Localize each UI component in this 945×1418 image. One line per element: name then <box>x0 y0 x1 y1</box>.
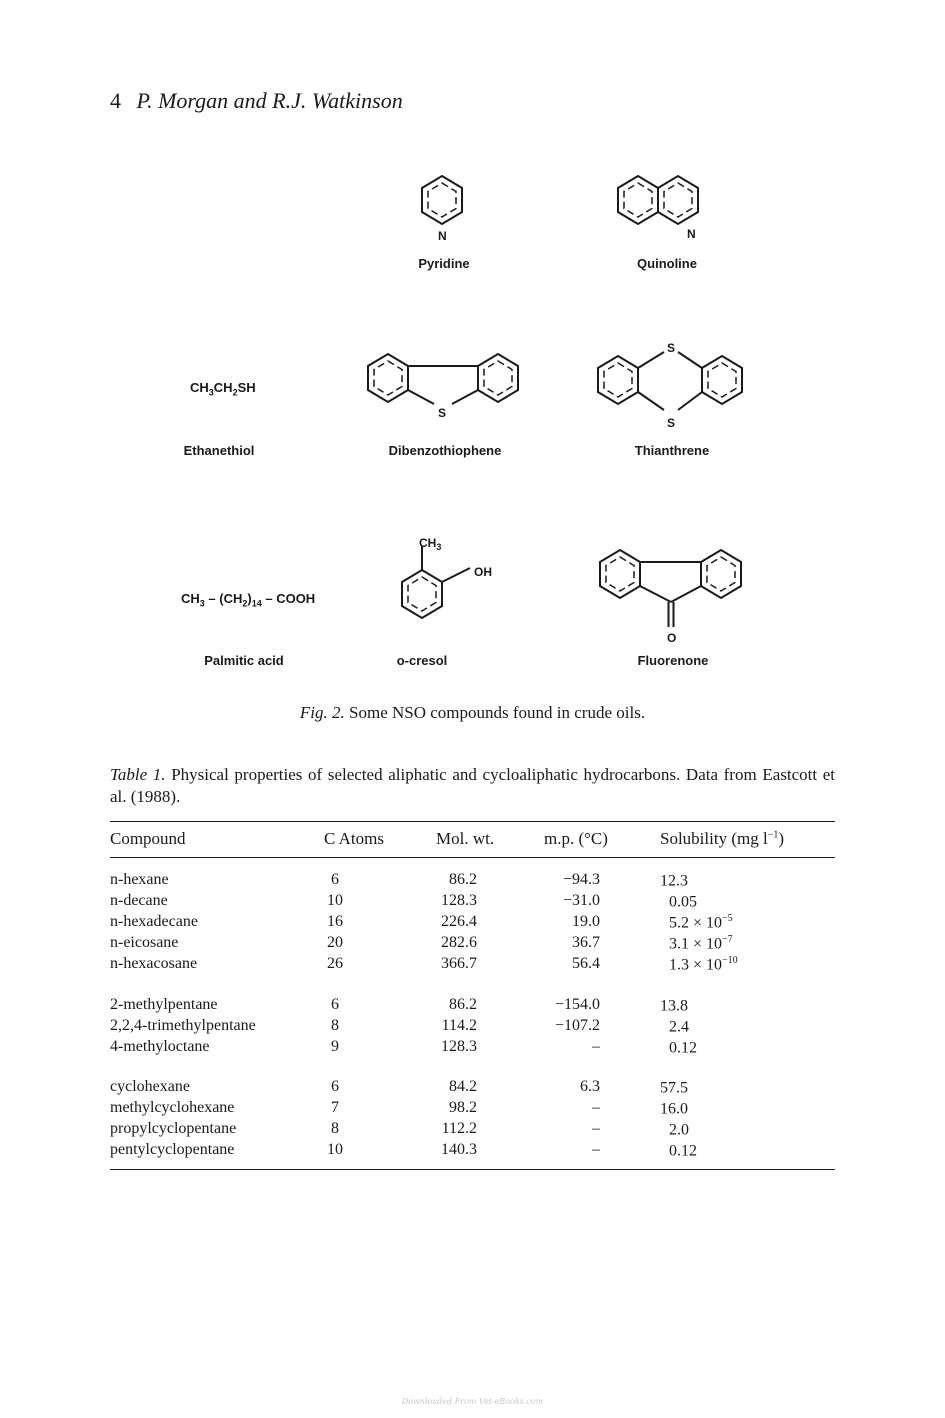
table-row <box>110 913 835 934</box>
download-watermark: Downloaded From Vet-eBooks.com <box>401 1397 544 1406</box>
thianthrene-s-bottom-atom: S <box>667 416 676 430</box>
solubility-cell: $1.3 \times 10^{-10}$ <box>669 955 738 974</box>
table-header-rule <box>110 857 835 858</box>
thianthrene-s-top-atom: S <box>667 341 676 355</box>
figure-caption-label: Fig. 2. <box>299 703 345 722</box>
dibenzothiophene-structure <box>352 346 537 426</box>
solubility-cell: 0.12 <box>669 1039 697 1057</box>
ocresol-hydroxyl: OH <box>474 565 492 579</box>
compound-cell: cyclohexane <box>110 1078 190 1095</box>
ocresol-label: o-cresol <box>396 653 448 668</box>
figure-caption <box>0 703 945 723</box>
table-caption-label: Table 1. <box>110 765 166 784</box>
header-mol-wt: Mol. wt. <box>436 829 495 848</box>
melting-point-cell: – <box>592 1038 600 1055</box>
table-bottom-rule <box>110 1169 835 1170</box>
table-row <box>110 1099 835 1120</box>
melting-point-cell: −107.2 <box>554 1017 600 1034</box>
ocresol-methyl: $CH_3$ <box>419 536 442 552</box>
solubility-cell: 57.5 <box>660 1079 688 1097</box>
palmitic-acid-label: Palmitic acid <box>204 653 284 668</box>
melting-point-cell: 6.3 <box>580 1078 600 1095</box>
pyridine-structure <box>405 168 485 248</box>
table-row <box>110 955 835 976</box>
compound-cell: n-hexane <box>110 871 169 888</box>
compound-cell: 2-methylpentane <box>110 996 218 1013</box>
table-row <box>110 1038 835 1059</box>
dibenzothiophene-s-atom: S <box>438 406 447 420</box>
solubility-cell: $3.1 \times 10^{-7}$ <box>669 934 733 953</box>
mol-wt-cell: 86.2 <box>449 871 477 888</box>
compound-cell: methylcyclohexane <box>110 1099 235 1116</box>
palmitic-acid-formula: $CH_3 - (CH_2)_{14}$ – COOH <box>181 591 316 609</box>
fluorenone-structure <box>587 542 762 647</box>
fluorenone-label: Fluorenone <box>637 653 709 668</box>
table-row <box>110 1141 835 1162</box>
melting-point-cell: −94.3 <box>562 871 600 888</box>
melting-point-cell: 56.4 <box>572 955 600 972</box>
header-compound: Compound <box>110 829 186 848</box>
c-atoms-cell: 10 <box>327 892 343 909</box>
thianthrene-structure <box>588 338 763 438</box>
mol-wt-cell: 86.2 <box>449 996 477 1013</box>
pyridine-n-atom: N <box>438 229 447 243</box>
mol-wt-cell: 366.7 <box>441 955 477 972</box>
mol-wt-cell: 84.2 <box>449 1078 477 1095</box>
table-top-rule <box>110 821 835 822</box>
solubility-cell: 2.4 <box>669 1018 689 1036</box>
table-row <box>110 1120 835 1141</box>
dibenzothiophene-label: Dibenzothiophene <box>388 443 502 458</box>
c-atoms-cell: 9 <box>331 1038 339 1055</box>
table-header-row <box>110 829 835 850</box>
melting-point-cell: – <box>592 1141 600 1158</box>
mol-wt-cell: 98.2 <box>449 1099 477 1116</box>
mol-wt-cell: 282.6 <box>441 934 477 951</box>
mol-wt-cell: 114.2 <box>441 1017 477 1034</box>
table-row <box>110 1078 835 1099</box>
table-row <box>110 871 835 892</box>
solubility-cell: 12.3 <box>660 872 688 890</box>
quinoline-structure <box>602 168 732 248</box>
table-row <box>110 892 835 913</box>
quinoline-label: Quinoline <box>637 256 697 271</box>
running-header <box>110 88 403 114</box>
mol-wt-cell: 226.4 <box>441 913 477 930</box>
c-atoms-cell: 6 <box>331 996 339 1013</box>
thianthrene-label: Thianthrene <box>634 443 710 458</box>
melting-point-cell: – <box>592 1120 600 1137</box>
page-number: 4 <box>110 88 121 113</box>
c-atoms-cell: 10 <box>327 1141 343 1158</box>
pyridine-label: Pyridine <box>418 256 470 271</box>
ethanethiol-label: Ethanethiol <box>183 443 255 458</box>
mol-wt-cell: 140.3 <box>441 1141 477 1158</box>
compound-cell: n-decane <box>110 892 168 909</box>
melting-point-cell: – <box>592 1099 600 1116</box>
table-row <box>110 934 835 955</box>
compound-cell: 4-methyloctane <box>110 1038 210 1055</box>
quinoline-n-atom: N <box>687 227 696 241</box>
compound-cell: n-hexadecane <box>110 913 198 930</box>
c-atoms-cell: 20 <box>327 934 343 951</box>
solubility-cell: 0.12 <box>669 1142 697 1160</box>
compound-cell: propylcyclopentane <box>110 1120 237 1137</box>
header-melting-point: m.p. (°C) <box>544 829 608 848</box>
compound-cell: 2,2,4-trimethylpentane <box>110 1017 256 1034</box>
mol-wt-cell: 128.3 <box>441 892 477 909</box>
compound-cell: n-eicosane <box>110 934 179 951</box>
c-atoms-cell: 16 <box>327 913 343 930</box>
c-atoms-cell: 6 <box>331 1078 339 1095</box>
mol-wt-cell: 112.2 <box>441 1120 477 1137</box>
melting-point-cell: −154.0 <box>554 996 600 1013</box>
c-atoms-cell: 7 <box>331 1099 339 1116</box>
header-c-atoms: C Atoms <box>324 829 384 848</box>
table-caption <box>110 764 835 808</box>
table-row <box>110 996 835 1017</box>
c-atoms-cell: 6 <box>331 871 339 888</box>
table-row <box>110 1017 835 1038</box>
melting-point-cell: 36.7 <box>572 934 600 951</box>
figure-caption-text: Some NSO compounds found in crude oils. <box>349 703 646 722</box>
ocresol-structure <box>386 530 506 635</box>
table-caption-text: Physical properties of selected aliphatic and cycloaliphatic hydrocarbons. Data from Eastcott et al. (1988). <box>110 765 835 806</box>
melting-point-cell: 19.0 <box>572 913 600 930</box>
compound-cell: pentylcyclopentane <box>110 1141 235 1158</box>
solubility-cell: $5.2 \times 10^{-5}$ <box>669 913 733 932</box>
solubility-cell: 13.8 <box>660 997 688 1015</box>
mol-wt-cell: 128.3 <box>441 1038 477 1055</box>
c-atoms-cell: 26 <box>327 955 343 972</box>
fluorenone-o-atom: O <box>667 631 677 645</box>
solubility-cell: 16.0 <box>660 1100 688 1118</box>
author-line: P. Morgan and R.J. Watkinson <box>136 88 403 113</box>
solubility-cell: 0.05 <box>669 893 697 911</box>
solubility-cell: 2.0 <box>669 1121 689 1139</box>
c-atoms-cell: 8 <box>331 1120 339 1137</box>
header-solubility: Solubility (mg $l^{-1}$) <box>660 829 784 848</box>
compound-cell: n-hexacosane <box>110 955 198 972</box>
melting-point-cell: −31.0 <box>562 892 600 909</box>
ethanethiol-formula: $CH_3CH_2SH$ <box>190 380 256 398</box>
c-atoms-cell: 8 <box>331 1017 339 1034</box>
